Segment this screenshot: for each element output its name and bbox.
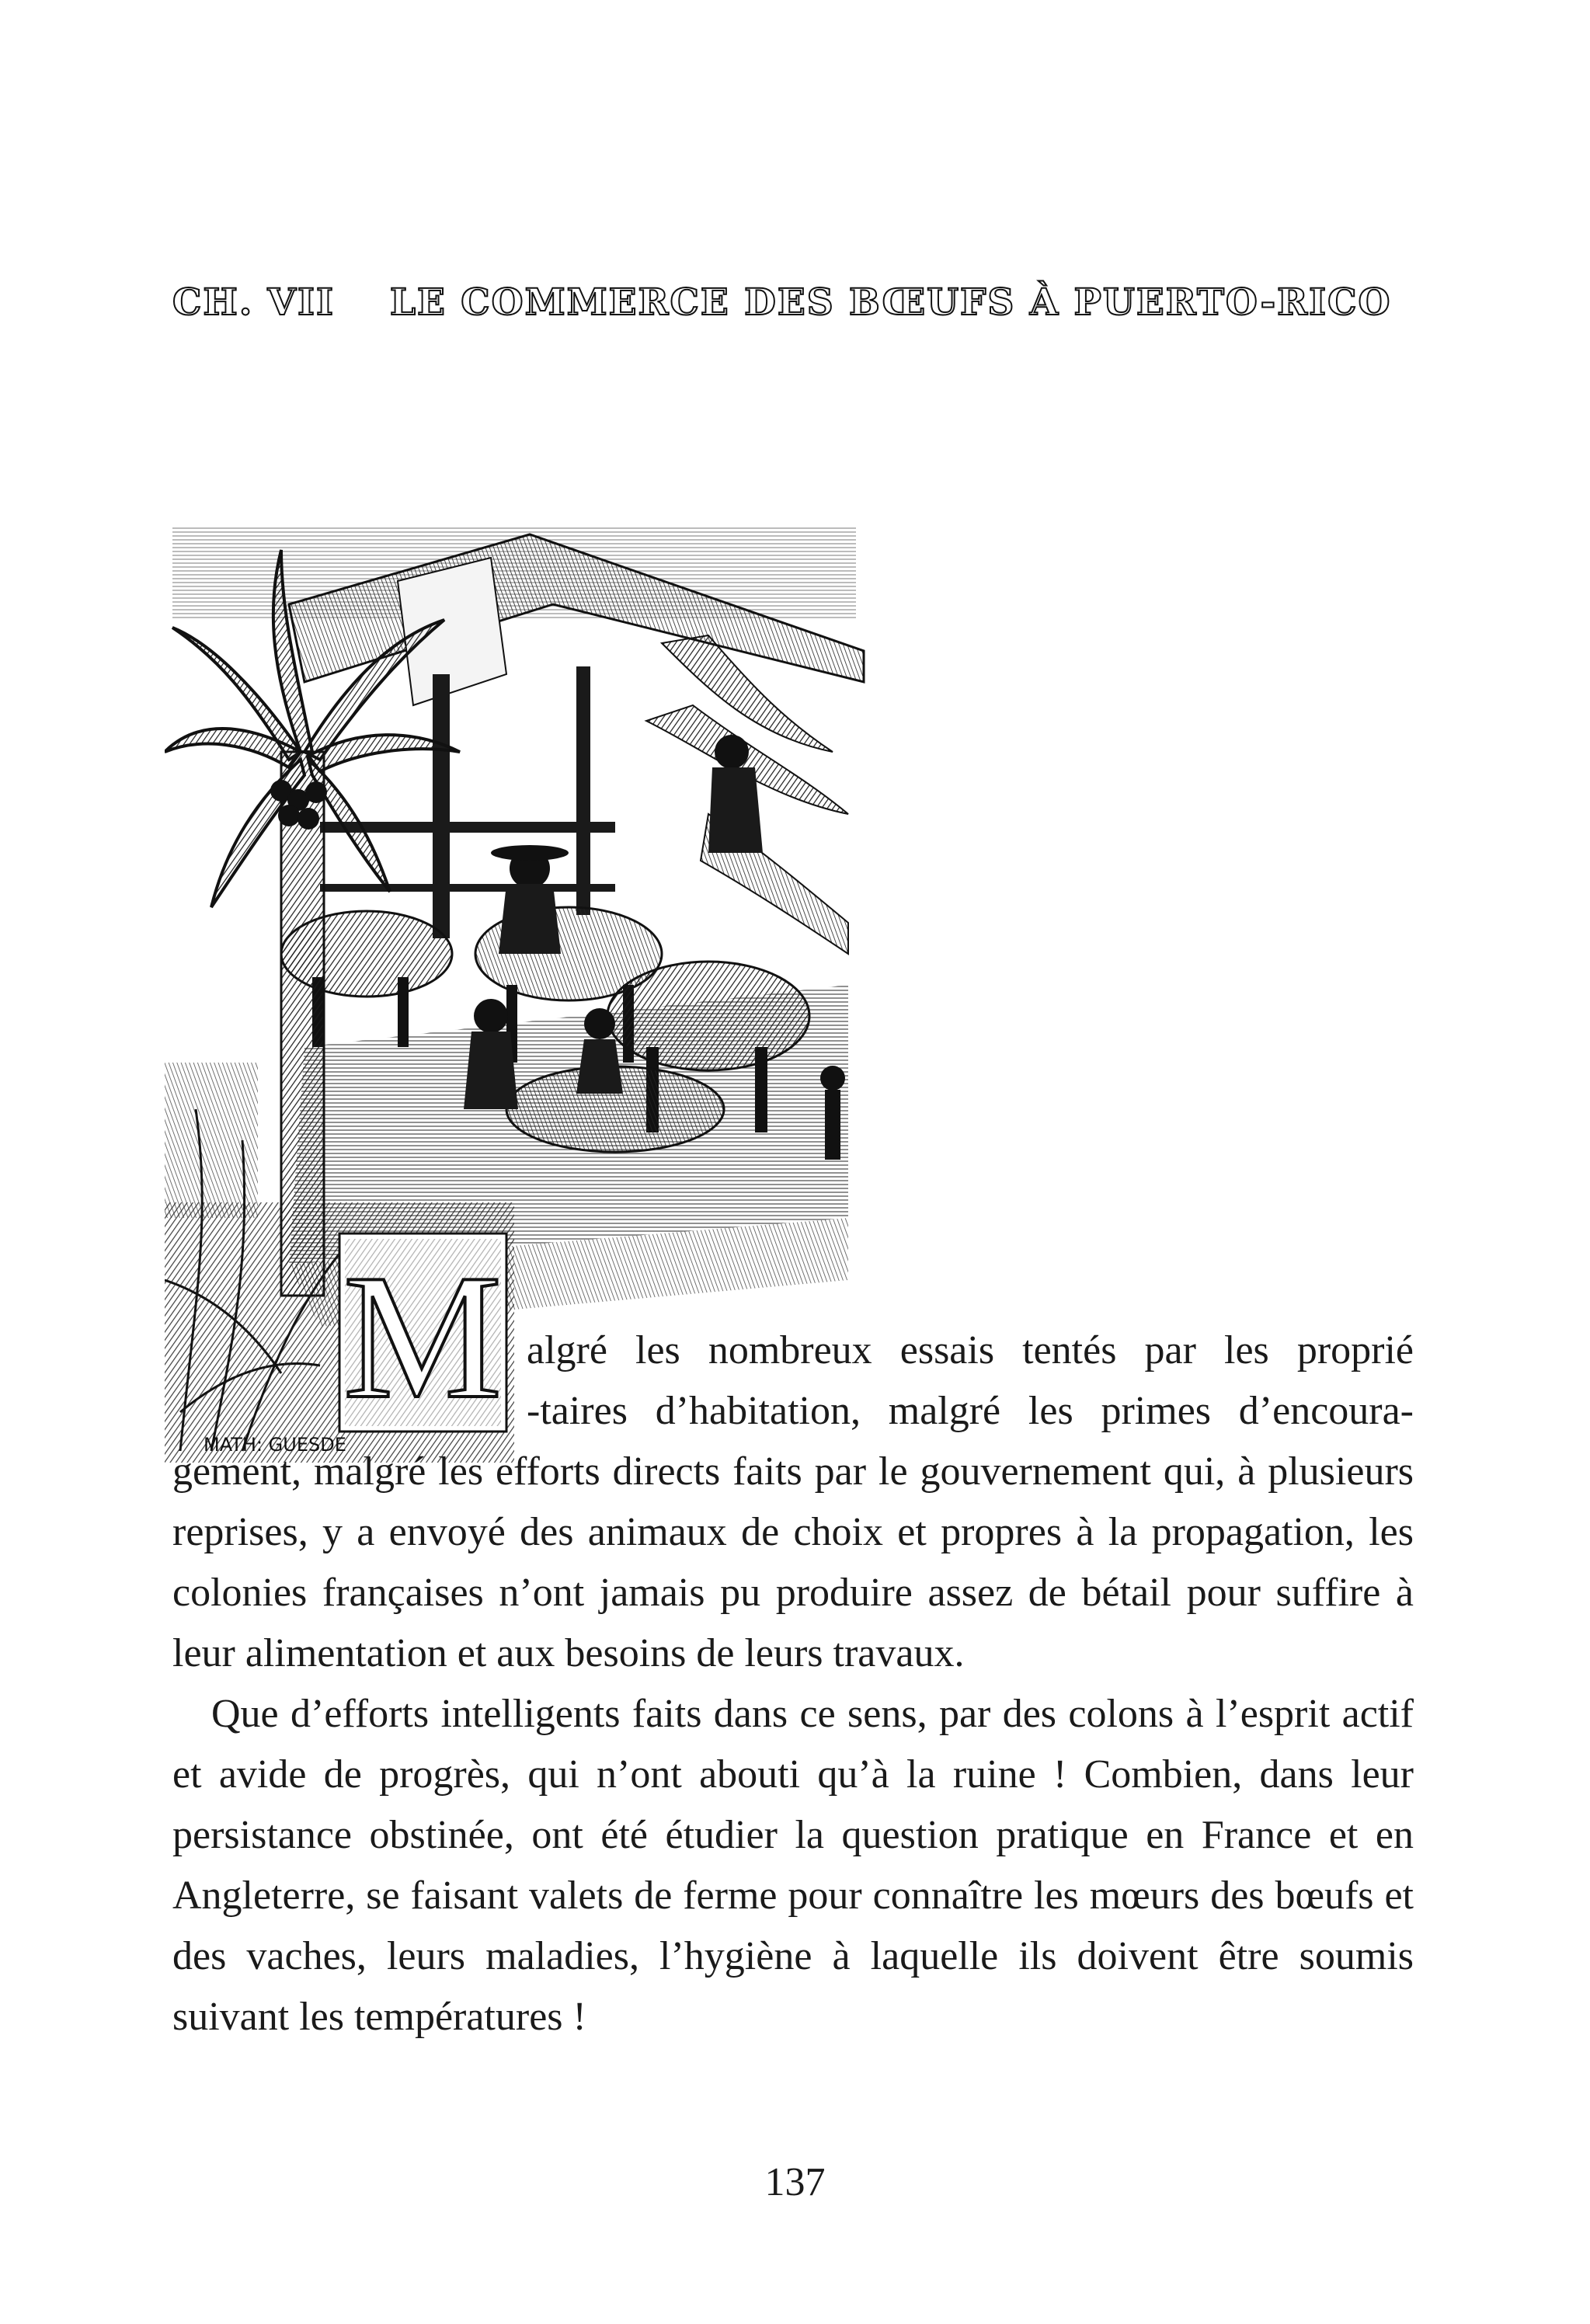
engraver-signature: MATH: GUESDE — [204, 1434, 346, 1456]
chapter-title: LE COMMERCE DES BŒUFS À PUERTO-RICO — [390, 281, 1392, 324]
paragraph-2: Que d’efforts intelligents faits dans ce sens, par des colons à l’esprit actif et avide de progrès, qui n’ont abouti qu’à la ruine ! Combien, dans leur persistance obstinée, ont été étudier la question pratique en France et en Angleterre, se faisant valets de ferme pour connaître les mœurs des bœufs et des vaches, leurs maladies, l’hygiène à laquelle ils doivent être soumis suivant les températures ! — [172, 1692, 1414, 2039]
body-text — [172, 1320, 1414, 2047]
chapter-number: CH. VII — [172, 281, 335, 324]
running-head — [172, 281, 1415, 336]
paragraph-1-line-1: algré les nombreux essais tentés par les proprié — [527, 1328, 1414, 1372]
paragraph-1 — [172, 1320, 1414, 1684]
paragraph-1-rest: gement, malgré les efforts directs faits par le gouvernement qui, à plusieurs reprises, y a envoyé des animaux de choix et propres à la propagation, les colonies françaises n’ont jamais pu produire assez de bétail pour suffire à leur alimentation et aux besoins de leurs travaux. — [172, 1449, 1414, 1675]
paragraph-1-line-2: -taires d’habitation, malgré les primes d’encoura- — [527, 1389, 1414, 1433]
drop-cap-letter: M — [343, 1237, 503, 1435]
page-number: 137 — [764, 2160, 826, 2204]
